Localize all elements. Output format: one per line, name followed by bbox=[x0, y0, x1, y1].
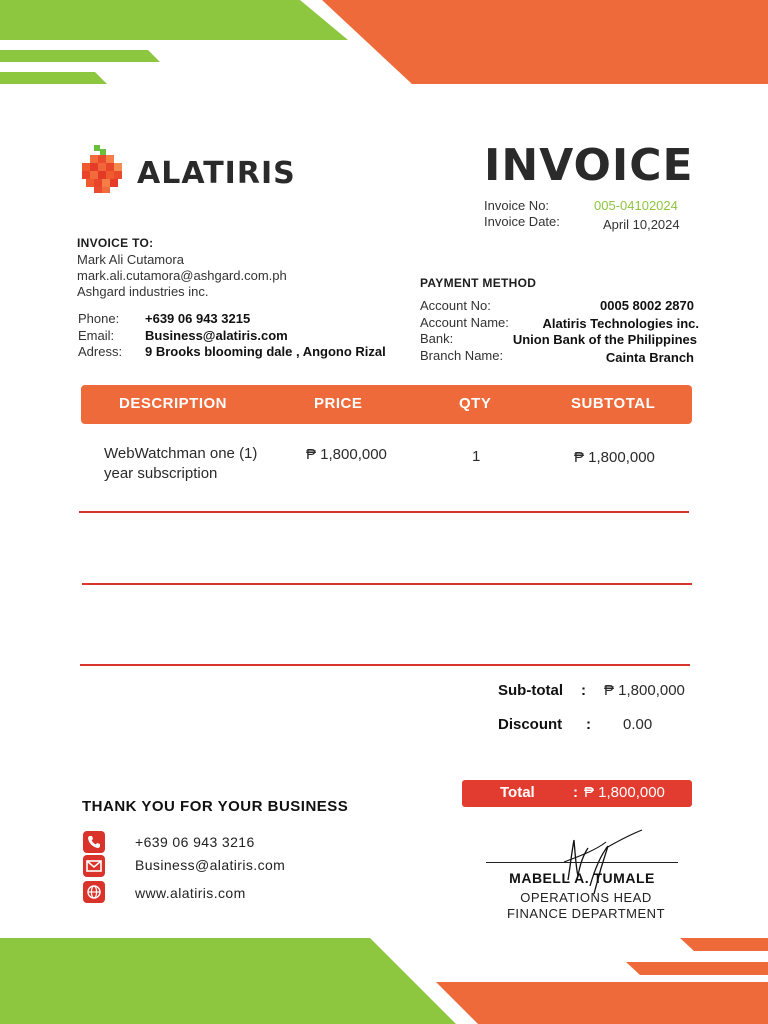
invoice-number-label: Invoice No: bbox=[484, 198, 550, 213]
row-divider bbox=[79, 511, 689, 513]
email-label: Email: bbox=[78, 328, 115, 343]
item-subtotal: ₱ 1,800,000 bbox=[574, 449, 655, 466]
signatory-title: OPERATIONS HEAD bbox=[520, 890, 652, 905]
total-colon: : bbox=[573, 784, 578, 801]
discount-value: 0.00 bbox=[623, 716, 653, 733]
subtotal-colon: : bbox=[581, 682, 586, 699]
footer-phone: +639 06 943 3216 bbox=[135, 834, 255, 850]
client-name: Mark Ali Cutamora bbox=[77, 252, 184, 267]
account-no-label: Account No: bbox=[420, 298, 491, 313]
total-box bbox=[462, 780, 692, 807]
phone-value: +639 06 943 3215 bbox=[145, 311, 251, 326]
item-description-line1: WebWatchman one (1) bbox=[104, 445, 258, 462]
item-price: ₱ 1,800,000 bbox=[306, 446, 387, 463]
client-email: mark.ali.cutamora@ashgard.com.ph bbox=[77, 268, 287, 283]
bank-value: Union Bank of the Philippines bbox=[512, 332, 697, 347]
branch-label: Branch Name: bbox=[420, 348, 504, 363]
logo-mark bbox=[82, 145, 126, 197]
brand-name: ALATIRIS bbox=[137, 156, 296, 191]
signatory-department: FINANCE DEPARTMENT bbox=[506, 906, 666, 921]
account-name-label: Account Name: bbox=[420, 315, 509, 330]
address-label: Adress: bbox=[78, 344, 123, 359]
discount-colon: : bbox=[586, 716, 591, 733]
row-divider bbox=[80, 664, 690, 666]
phone-label: Phone: bbox=[78, 311, 120, 326]
address-value: 9 Brooks blooming dale , Angono Rizal bbox=[145, 344, 386, 359]
header-price: PRICE bbox=[314, 395, 363, 412]
phone-icon bbox=[83, 831, 105, 853]
email-value: Business@alatiris.com bbox=[145, 328, 288, 343]
subtotal-label: Sub-total bbox=[498, 682, 563, 699]
bank-label: Bank: bbox=[420, 331, 454, 346]
total-value: ₱ 1,800,000 bbox=[584, 784, 665, 801]
header-qty: QTY bbox=[459, 395, 492, 412]
item-qty: 1 bbox=[472, 448, 481, 465]
account-no-value: 0005 8002 2870 bbox=[600, 298, 694, 313]
footer-website[interactable]: www.alatiris.com bbox=[135, 885, 246, 901]
invoice-title: INVOICE bbox=[484, 140, 694, 191]
client-company: Ashgard industries inc. bbox=[77, 284, 209, 299]
signature-line bbox=[486, 862, 678, 863]
item-description-line2: year subscription bbox=[104, 465, 218, 482]
table-header bbox=[81, 385, 692, 424]
header-subtotal: SUBTOTAL bbox=[571, 395, 656, 412]
row-divider bbox=[82, 583, 692, 585]
account-name-value: Alatiris Technologies inc. bbox=[542, 316, 699, 331]
globe-icon bbox=[83, 881, 105, 903]
signatory-name: MABELL A. TUMALE bbox=[509, 870, 655, 886]
invoice-date: April 10,2024 bbox=[603, 217, 680, 232]
invoice-date-label: Invoice Date: bbox=[484, 214, 560, 229]
mail-icon bbox=[83, 855, 105, 877]
payment-method-heading: PAYMENT METHOD bbox=[420, 276, 537, 290]
total-label: Total bbox=[500, 784, 535, 801]
footer-email[interactable]: Business@alatiris.com bbox=[135, 857, 286, 873]
signature-scribble bbox=[550, 828, 650, 898]
invoice-number: 005-04102024 bbox=[594, 198, 678, 213]
invoice-to-heading: INVOICE TO: bbox=[77, 236, 154, 250]
header-description: DESCRIPTION bbox=[119, 395, 228, 412]
discount-label: Discount bbox=[498, 716, 563, 733]
branch-value: Cainta Branch bbox=[605, 350, 694, 365]
thank-you-message: THANK YOU FOR YOUR BUSINESS bbox=[82, 798, 349, 815]
subtotal-value: ₱ 1,800,000 bbox=[604, 682, 685, 699]
